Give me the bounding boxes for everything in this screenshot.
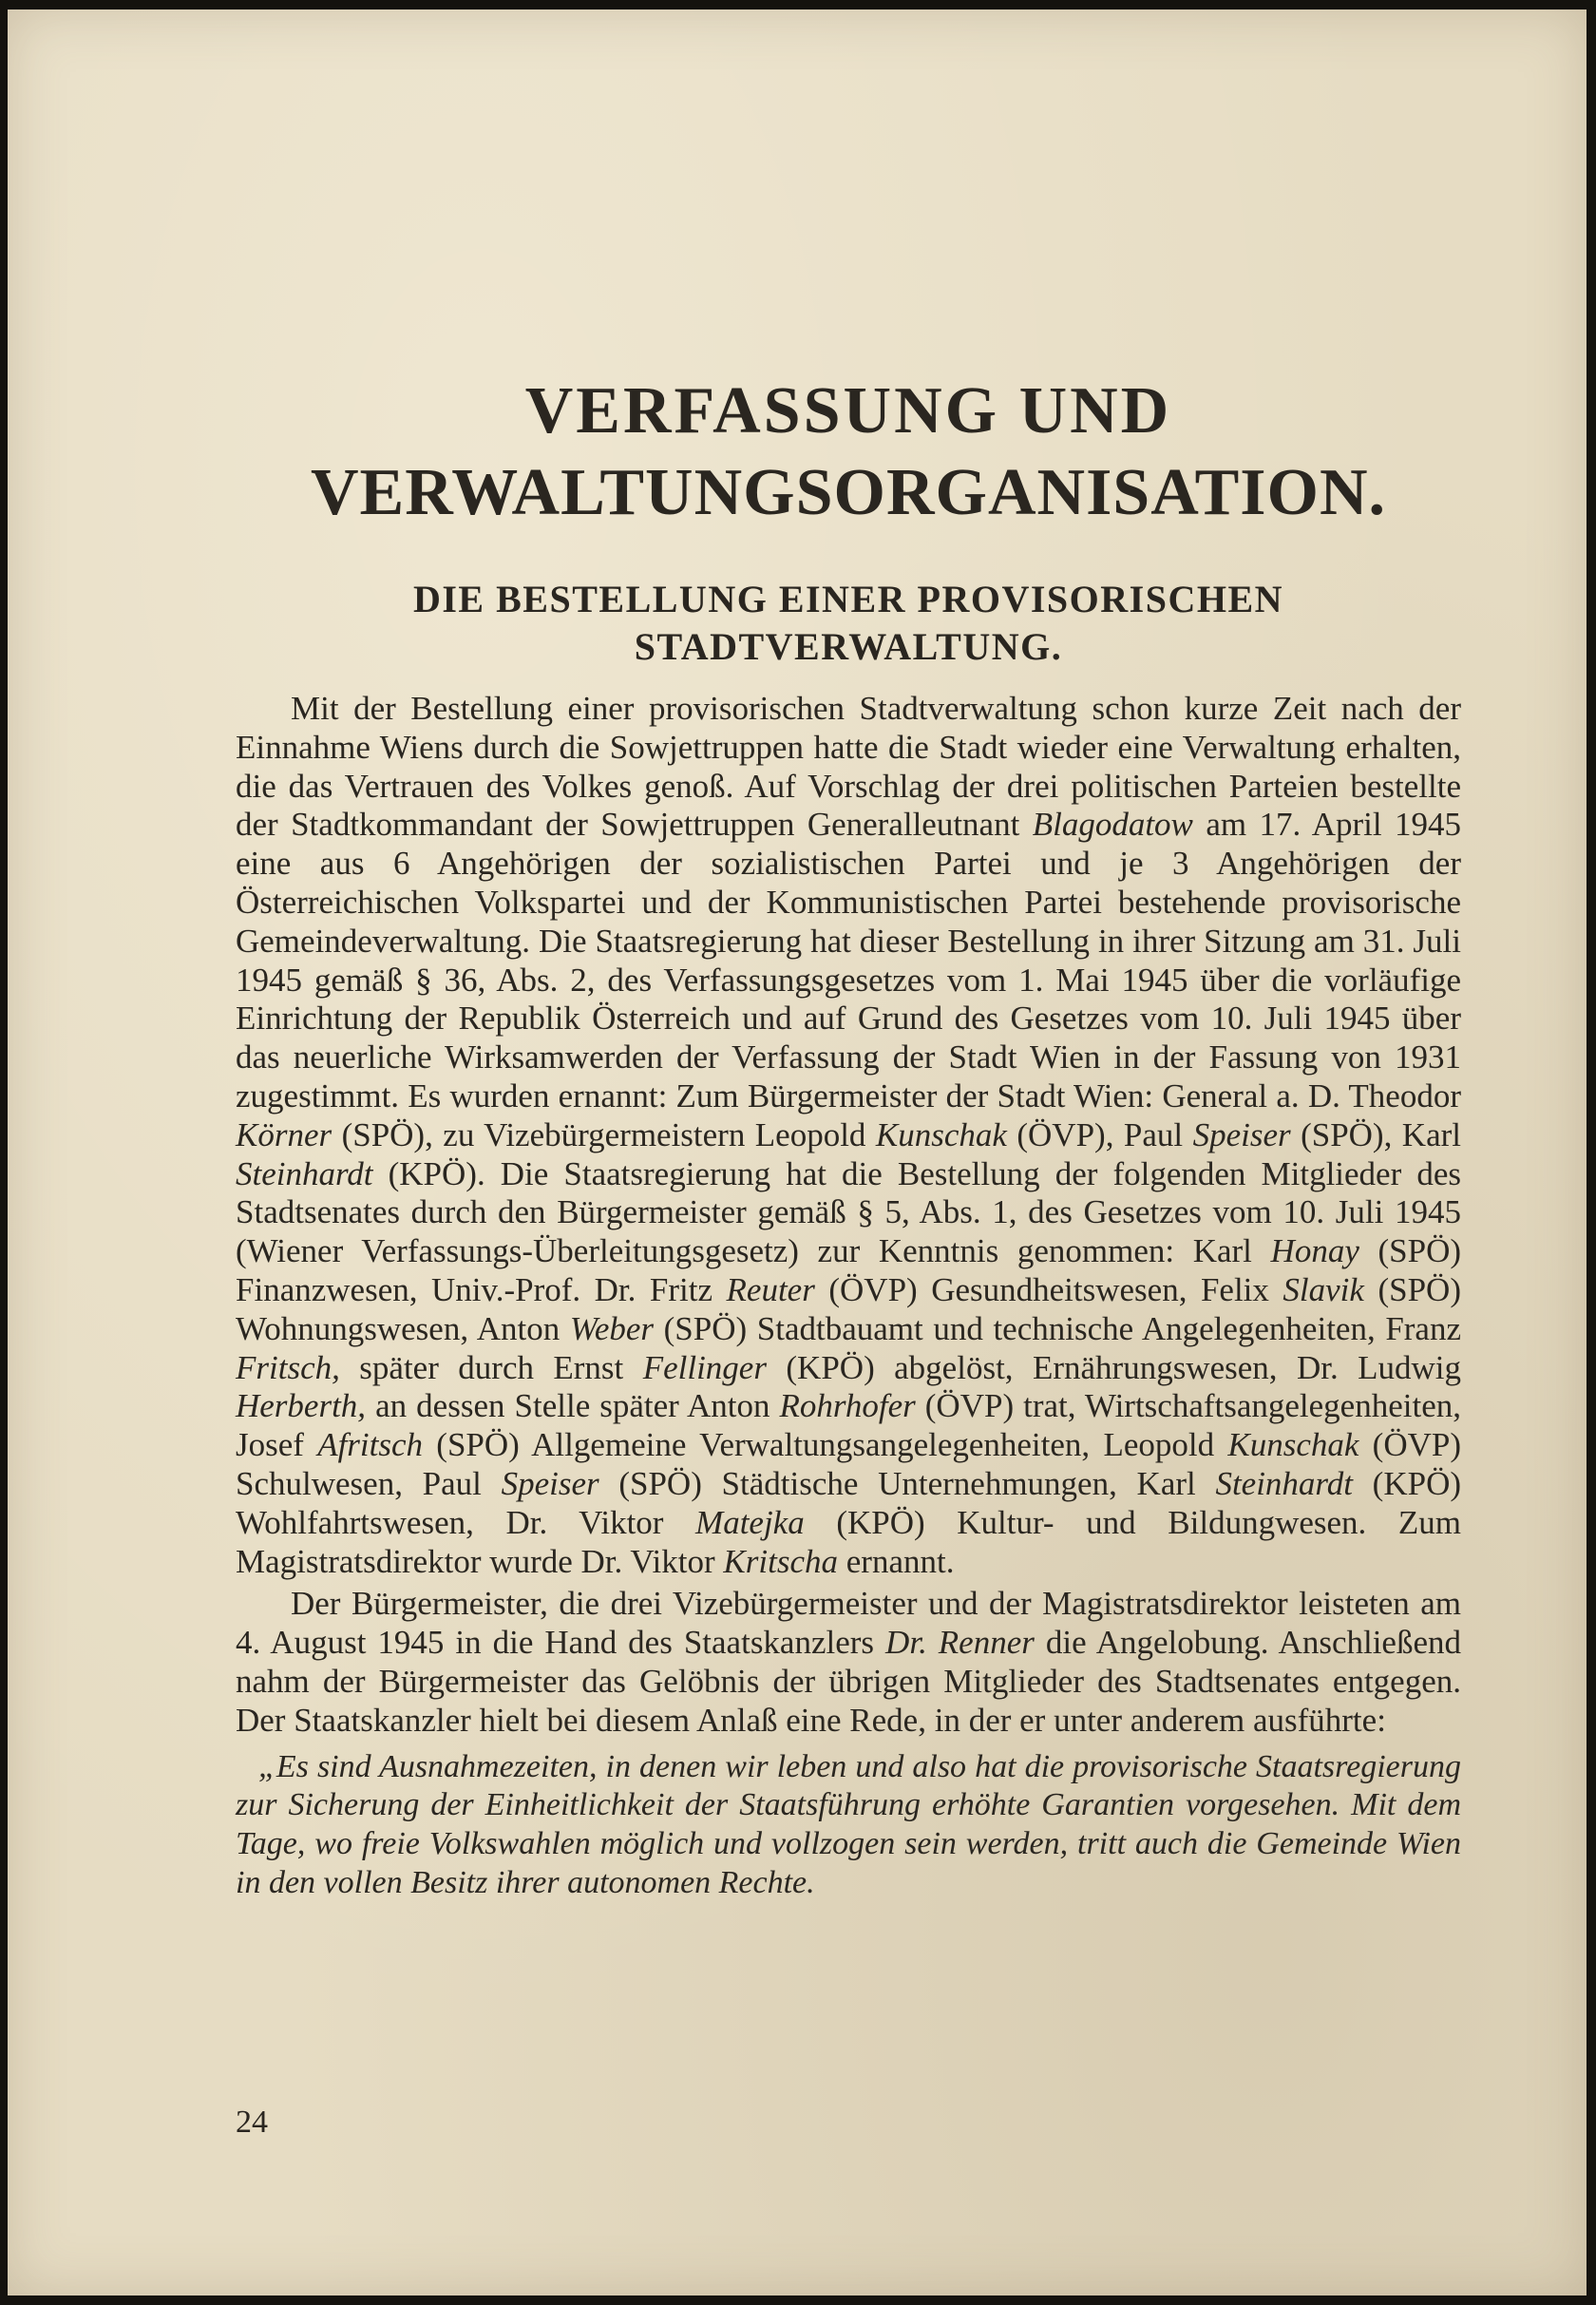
text-run: (ÖVP) Schulwesen, Paul <box>236 1426 1462 1502</box>
text-run: (ÖVP) Gesundheitswesen, Felix <box>814 1270 1283 1308</box>
italic-name: Dr. Renner <box>885 1624 1035 1662</box>
text-run: (SPÖ), zu Vizebürgermeistern Leopold <box>332 1115 876 1153</box>
text-run: (SPÖ) Allgemeine Verwaltungsangelegenheiten, Leopold <box>423 1426 1228 1464</box>
italic-name: Kritscha <box>723 1542 838 1580</box>
text-run: Mit der Bestellung einer provisorischen Stadtverwaltung schon kurze Zeit nach der Einnahme Wiens durch die Sowjettruppen hatte die Stadt wieder eine Verwaltung erhalten, die das Vertrauen des Volkes genoß. Auf Vorschlag der drei politischen Parteien bestellte der Stadtkommandant der Sowjettruppen Generalleutnant <box>236 690 1461 844</box>
text-run: an dessen Stelle später Anton <box>366 1387 780 1425</box>
italic-name: Honay <box>1270 1232 1359 1270</box>
chapter-title-line-2: VERWALTUNGSORGANISATION. <box>310 456 1387 529</box>
paragraph-2 <box>236 1585 1461 1740</box>
text-run: später durch Ernst <box>339 1348 643 1386</box>
section-heading-line-1: DIE BESTELLUNG EINER PROVISORISCHEN <box>412 578 1284 620</box>
section-heading <box>236 576 1461 671</box>
chapter-title <box>236 371 1461 534</box>
italic-name: Fellinger <box>642 1348 767 1386</box>
italic-name: Slavik <box>1282 1270 1364 1308</box>
page-content <box>236 371 1461 1903</box>
text-run: die Angelobung. Anschließend nahm der Bürgermeister das Gelöbnis der übrigen Mitglieder des Stadtsenates entgegen. Der Staatskanzler hielt bei diesem Anlaß eine Rede, in der er unter anderem ausführte: <box>236 1624 1461 1739</box>
italic-name: Rohrhofer <box>779 1387 916 1425</box>
italic-name: Speiser <box>1192 1115 1291 1153</box>
book-page <box>8 10 1586 2295</box>
text-run: (SPÖ) Wohnungswesen, Anton <box>236 1270 1461 1347</box>
section-heading-line-2: STADTVERWALTUNG. <box>634 625 1063 668</box>
italic-name: Kunschak <box>1227 1426 1359 1464</box>
text-run: Der Bürgermeister, die drei Vizebürgermeister und der Magistratsdirektor leisteten am 4. August 1945 in die Hand des Staatskanzlers <box>236 1585 1461 1662</box>
text-run: (KPÖ) abgelöst, Ernährungswesen, Dr. Ludwig <box>766 1348 1462 1386</box>
text-run: (KPÖ). Die Staatsregierung hat die Bestellung der folgenden Mitglieder des Stadtsenates durch den Bürgermeister gemäß § 5, Abs. 1, des Gesetzes vom 10. Juli 1945 (Wiener Verfassungs-Überleitungsgesetz) zur Kenntnis genommen: Karl <box>236 1154 1461 1270</box>
text-run: (ÖVP), Paul <box>1006 1115 1193 1153</box>
text-run: (KPÖ) Wohlfahrtswesen, Dr. Viktor <box>236 1464 1461 1541</box>
text-run: (KPÖ) Kultur- und Bildungwesen. Zum Magistratsdirektor wurde Dr. Viktor <box>236 1503 1461 1580</box>
italic-name: Matejka <box>695 1503 805 1541</box>
italic-name: Steinhardt <box>1215 1464 1353 1502</box>
chapter-title-line-1: VERFASSUNG UND <box>524 374 1172 448</box>
italic-name: Körner <box>236 1115 332 1153</box>
italic-name: Steinhardt <box>236 1154 373 1192</box>
text-run: (SPÖ) Finanzwesen, Univ.-Prof. Dr. Fritz <box>236 1232 1461 1308</box>
italic-name: Reuter <box>726 1270 815 1308</box>
italic-name: Fritsch, <box>236 1348 340 1386</box>
italic-name: Herberth, <box>236 1387 367 1425</box>
italic-name: Blagodatow <box>1032 806 1193 844</box>
text-run: (SPÖ) Stadtbauamt und technische Angelegenheiten, Franz <box>654 1309 1462 1347</box>
italic-name: Speiser <box>501 1464 599 1502</box>
text-run: am 17. April 1945 eine aus 6 Angehörigen der sozialistischen Partei und je 3 Angehörigen der Österreichischen Volkspartei und der Kommunistischen Partei bestehende provisorische Gemeindeverwaltung. Die Staatsregierung hat dieser Bestellung in ihrer Sitzung am 31. Juli 1945 gemäß § 36, Abs. 2, des Verfassungsgesetzes vom 1. Mai 1945 über die vorläufige Einrichtung der Republik Österreich und auf Grund des Gesetzes vom 10. Juli 1945 über das neuerliche Wirksamwerden der Verfassung der Stadt Wien in der Fassung von 1931 zugestimmt. Es wurden ernannt: Zum Bürgermeister der Stadt Wien: General a. D. Theodor <box>236 806 1461 1114</box>
text-run: (SPÖ) Städtische Unternehmungen, Karl <box>598 1464 1216 1502</box>
text-run: (ÖVP) trat, Wirtschaftsangelegenheiten, Josef <box>236 1387 1461 1464</box>
quotation: „Es sind Ausnahmezeiten, in denen wir leben und also hat die provisorische Staatsregierung zur Sicherung der Einheitlichkeit der Staatsführung erhöhte Garantien vorgesehen. Mit dem Tage, wo freie Volkswahlen möglich und vollzogen sein werden, tritt auch die Gemeinde Wien in den vollen Besitz ihrer autonomen Rechte. <box>236 1748 1461 1900</box>
text-run: ernannt. <box>838 1542 955 1580</box>
italic-name: Afritsch <box>317 1426 424 1464</box>
paragraph-1 <box>236 690 1461 1581</box>
page-number: 24 <box>236 2105 268 2140</box>
text-run: (SPÖ), Karl <box>1290 1115 1461 1153</box>
italic-name: Weber <box>569 1309 655 1347</box>
italic-name: Kunschak <box>875 1115 1007 1153</box>
